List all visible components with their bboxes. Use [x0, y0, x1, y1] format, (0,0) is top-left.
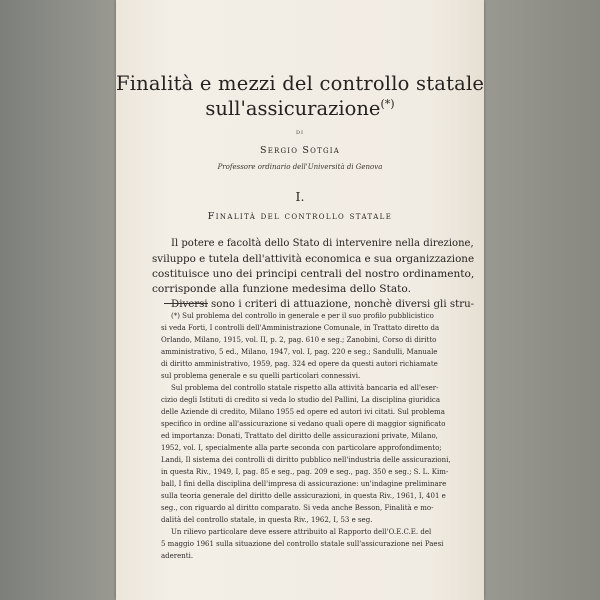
- footnote-line: Sul problema del controllo statale rispetto alla attività bancaria ed all'eser-: [171, 384, 439, 392]
- body-line: Il potere e facoltà dello Stato di intervenire nella direzione,: [171, 237, 474, 249]
- byline: DI: [296, 130, 304, 136]
- footnote-line: ball, I fini della disciplina dell'impresa di assicurazione: un'indagine preliminare: [161, 480, 447, 488]
- footnote-line: seg., con riguardo al diritto comparato. Si veda anche Besson, Finalità e mo-: [161, 504, 434, 512]
- author-name: Sergio Sotgia: [260, 145, 340, 156]
- footnote-line: Orlando, Milano, 1915, vol. II, p. 2, pag. 610 e seg.; Zanobini, Corso di diritto: [161, 336, 437, 344]
- footnote-line: cizio degli Istituti di credito si veda lo studio del Pallini, La disciplina giuridica: [161, 396, 441, 404]
- background-right: [480, 0, 600, 600]
- footnote-divider: [164, 303, 208, 304]
- title-footnote-mark: (*): [380, 97, 395, 111]
- footnote-line: sulla teoria generale del diritto delle assicurazioni, in questa Riv., 1961, I, 401 e: [161, 492, 446, 500]
- footnote-line: Un rilievo particolare deve essere attribuito al Rapporto dell'O.E.C.E. del: [171, 528, 432, 536]
- body-line: corrisponde alla funzione medesima dello Stato.: [152, 283, 411, 295]
- body-line: costituisce uno dei principi centrali del nostro ordinamento,: [152, 268, 475, 280]
- footnote-line: 1952, vol. I, specialmente alla parte seconda con particolare approfondimento;: [161, 444, 442, 452]
- author-affiliation: Professore ordinario dell'Università di Genova: [217, 163, 383, 171]
- footnote-line: si veda Forti, I controlli dell'Amministrazione Comunale, in Trattato diretto da: [161, 324, 440, 332]
- article-title-line-2: [116, 97, 484, 120]
- body-line: Diversi sono i criteri di attuazione, nonchè diversi gli stru-: [171, 298, 475, 310]
- footnote-line: delle Aziende di credito, Milano 1955 ed opere ed autori ivi citati. Sul problema: [161, 408, 445, 416]
- footnote-line: in questa Riv., 1949, I, pag. 85 e seg., pag. 209 e seg., pag. 350 e seg.; S. L. Kim-: [161, 468, 449, 476]
- article-title-text: sull'assicurazione: [205, 97, 381, 120]
- footnote-line: specifico in ordine all'assicurazione si vedano quali opere di maggior significato: [161, 420, 446, 428]
- footnote-line: dalità del controllo statale, in questa Riv., 1962, I, 53 e seg.: [161, 516, 373, 524]
- footnote-line: di diritto amministrativo, 1959, pag. 324 ed opere da questi autori richiamate: [161, 360, 438, 368]
- section-numeral: I.: [295, 189, 305, 204]
- body-line: sviluppo e tutela dell'attività economica e sua organizzazione: [152, 253, 475, 265]
- section-title: Finalità del controllo statale: [207, 211, 393, 222]
- footnote-line: ed importanza: Donati, Trattato del diritto delle assicurazioni private, Milano,: [161, 432, 438, 440]
- footnote-line: Landi, Il sistema dei controlli di diritto pubblico nell'industria delle assicurazioni,: [161, 456, 451, 464]
- footnote-line: (*) Sul problema del controllo in generale e per il suo profilo pubblicistico: [171, 312, 434, 320]
- background-left: [0, 0, 118, 600]
- article-title-line-1: Finalità e mezzi del controllo statale: [116, 72, 484, 95]
- footnote-line: sul problema generale e su quelli particolari connessivi.: [161, 372, 361, 380]
- book-page: [116, 0, 484, 600]
- footnote-line: 5 maggio 1961 sulla situazione del controllo statale sull'assicurazione nei Paesi: [161, 540, 444, 548]
- footnote-line: aderenti.: [161, 552, 194, 560]
- footnote-line: amministrativo, 5 ed., Milano, 1947, vol. I, pag. 220 e seg.; Sandulli, Manuale: [161, 348, 438, 356]
